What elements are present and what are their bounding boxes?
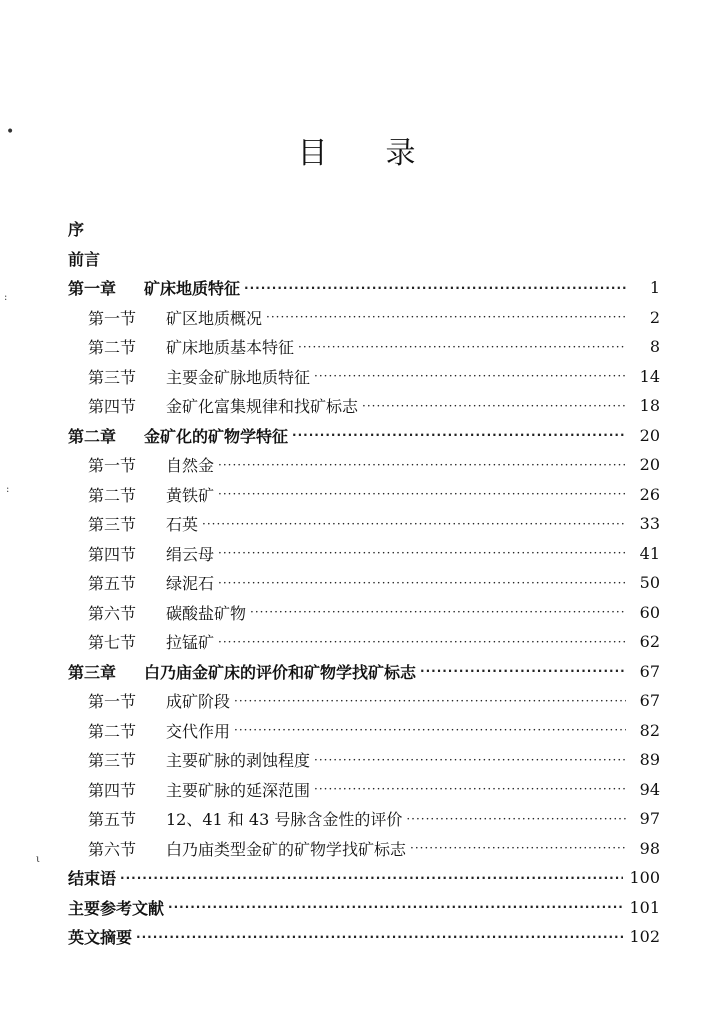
toc-entry-number: 第一节	[88, 456, 137, 476]
toc-page-number: 100	[629, 868, 660, 888]
table-of-contents	[68, 214, 660, 952]
title-char-left: 目	[297, 136, 328, 171]
toc-entry-title: 碳酸盐矿物	[166, 603, 247, 623]
dot-leader	[314, 369, 626, 383]
toc-entry-title: 序	[68, 220, 85, 240]
toc-chapter-entry[interactable]	[68, 922, 660, 952]
dot-leader	[420, 664, 626, 678]
dot-leader	[266, 310, 626, 324]
dot-leader	[234, 694, 626, 708]
dot-leader	[314, 753, 626, 767]
toc-page-number: 2	[649, 307, 660, 327]
dot-leader	[314, 782, 626, 796]
toc-page-number: 98	[639, 838, 660, 858]
scan-speck: :	[6, 484, 10, 495]
toc-entry-title: 结束语	[68, 869, 117, 889]
toc-entry-number: 第一节	[88, 692, 137, 712]
toc-section-entry[interactable]	[68, 627, 660, 657]
dot-leader	[168, 900, 623, 914]
toc-page-number: 97	[639, 809, 660, 829]
page-title	[0, 128, 713, 172]
toc-entry-title: 主要矿脉的剥蚀程度	[166, 751, 311, 771]
dot-leader	[218, 635, 626, 649]
dot-leader	[234, 723, 626, 737]
toc-page-number: 33	[639, 514, 660, 534]
toc-entry-title: 绿泥石	[166, 574, 215, 594]
toc-section-entry[interactable]	[68, 804, 660, 834]
toc-entry-title: 拉锰矿	[166, 633, 215, 653]
toc-section-entry[interactable]	[68, 834, 660, 864]
toc-section-entry[interactable]	[68, 568, 660, 598]
toc-entry-title: 石英	[166, 515, 199, 535]
toc-entry-title: 主要参考文献	[68, 898, 165, 918]
toc-page-number: 94	[639, 779, 660, 799]
toc-chapter-entry[interactable]	[68, 273, 660, 303]
toc-entry-number: 第四节	[88, 780, 137, 800]
toc-entry-number: 第二章	[68, 426, 117, 446]
toc-entry-number: 第三章	[68, 662, 117, 682]
toc-entry-number: 第二节	[88, 338, 137, 358]
toc-page-number: 60	[639, 602, 660, 622]
toc-page-number: 102	[629, 927, 660, 947]
dot-leader	[218, 576, 626, 590]
toc-page-number: 67	[639, 691, 660, 711]
toc-entry-title: 金矿化富集规律和找矿标志	[166, 397, 359, 417]
dot-leader	[202, 517, 626, 531]
toc-entry-title: 矿床地质基本特征	[166, 338, 295, 358]
toc-chapter-entry[interactable]	[68, 421, 660, 451]
dot-leader	[292, 428, 626, 442]
dot-leader	[136, 930, 623, 944]
toc-section-entry[interactable]	[68, 716, 660, 746]
toc-entry-number: 第三节	[88, 515, 137, 535]
toc-section-entry[interactable]	[68, 745, 660, 775]
toc-page-number: 82	[639, 720, 660, 740]
toc-entry-number: 第一章	[68, 279, 117, 299]
toc-entry-number: 第四节	[88, 544, 137, 564]
toc-entry-title: 成矿阶段	[166, 692, 231, 712]
toc-entry-title: 黄铁矿	[166, 485, 215, 505]
toc-section-entry[interactable]	[68, 686, 660, 716]
toc-page-number: 62	[639, 632, 660, 652]
toc-chapter-entry[interactable]	[68, 893, 660, 923]
dot-leader	[244, 281, 626, 295]
toc-entry-number: 第四节	[88, 397, 137, 417]
toc-entry-number: 第二节	[88, 721, 137, 741]
dot-leader	[218, 487, 626, 501]
toc-page-number: 14	[639, 366, 660, 386]
toc-entry-number: 第一节	[88, 308, 137, 328]
toc-section-entry[interactable]	[68, 539, 660, 569]
toc-page-number: 8	[649, 337, 660, 357]
dot-leader	[250, 605, 626, 619]
toc-page-number: 67	[639, 661, 660, 681]
toc-entry-title: 白乃庙类型金矿的矿物学找矿标志	[166, 839, 407, 859]
toc-page-number: 20	[639, 455, 660, 475]
toc-section-entry[interactable]	[68, 775, 660, 805]
title-char-right: 录	[385, 136, 416, 171]
toc-chapter-entry[interactable]	[68, 244, 660, 274]
toc-page-number: 89	[639, 750, 660, 770]
toc-entry-title: 主要矿脉的延深范围	[166, 780, 311, 800]
toc-entry-title: 绢云母	[166, 544, 215, 564]
toc-section-entry[interactable]	[68, 480, 660, 510]
dot-leader	[218, 458, 626, 472]
toc-entry-title: 自然金	[166, 456, 215, 476]
toc-entry-title: 英文摘要	[68, 928, 133, 948]
toc-entry-number: 第七节	[88, 633, 137, 653]
dot-leader	[410, 841, 626, 855]
dot-leader	[120, 871, 623, 885]
toc-section-entry[interactable]	[68, 509, 660, 539]
toc-chapter-entry[interactable]	[68, 214, 660, 244]
toc-page-number: 18	[639, 396, 660, 416]
toc-section-entry[interactable]	[68, 450, 660, 480]
toc-page-number: 101	[629, 897, 660, 917]
toc-section-entry[interactable]	[68, 598, 660, 628]
toc-entry-title: 12、41 和 43 号脉含金性的评价	[166, 810, 403, 830]
toc-entry-number: 第二节	[88, 485, 137, 505]
toc-section-entry[interactable]	[68, 332, 660, 362]
toc-section-entry[interactable]	[68, 303, 660, 333]
toc-entry-number: 第五节	[88, 574, 137, 594]
toc-entry-title: 交代作用	[166, 721, 231, 741]
toc-section-entry[interactable]	[68, 362, 660, 392]
toc-page-number: 50	[639, 573, 660, 593]
toc-entry-number: 第五节	[88, 810, 137, 830]
toc-chapter-entry[interactable]	[68, 657, 660, 687]
toc-entry-title: 主要金矿脉地质特征	[166, 367, 311, 387]
toc-page-number: 41	[639, 543, 660, 563]
dot-leader	[406, 812, 626, 826]
dot-leader	[298, 340, 626, 354]
toc-entry-title: 金矿化的矿物学特征	[144, 426, 289, 446]
toc-entry-number: 第三节	[88, 751, 137, 771]
dot-leader	[218, 546, 626, 560]
scan-speck: •	[6, 124, 15, 140]
toc-section-entry[interactable]	[68, 391, 660, 421]
toc-page-number: 26	[639, 484, 660, 504]
toc-entry-title: 矿区地质概况	[166, 308, 263, 328]
toc-page-number: 20	[639, 425, 660, 445]
toc-entry-number: 第三节	[88, 367, 137, 387]
toc-entry-number: 第六节	[88, 839, 137, 859]
scan-speck: :	[4, 292, 8, 303]
toc-entry-number: 第六节	[88, 603, 137, 623]
toc-entry-title: 前言	[68, 249, 101, 269]
toc-entry-title: 矿床地质特征	[144, 279, 241, 299]
toc-entry-title: 白乃庙金矿床的评价和矿物学找矿标志	[144, 662, 417, 682]
toc-page-number: 1	[649, 278, 660, 298]
dot-leader	[362, 399, 626, 413]
scan-speck: ι	[36, 854, 40, 865]
toc-chapter-entry[interactable]	[68, 863, 660, 893]
